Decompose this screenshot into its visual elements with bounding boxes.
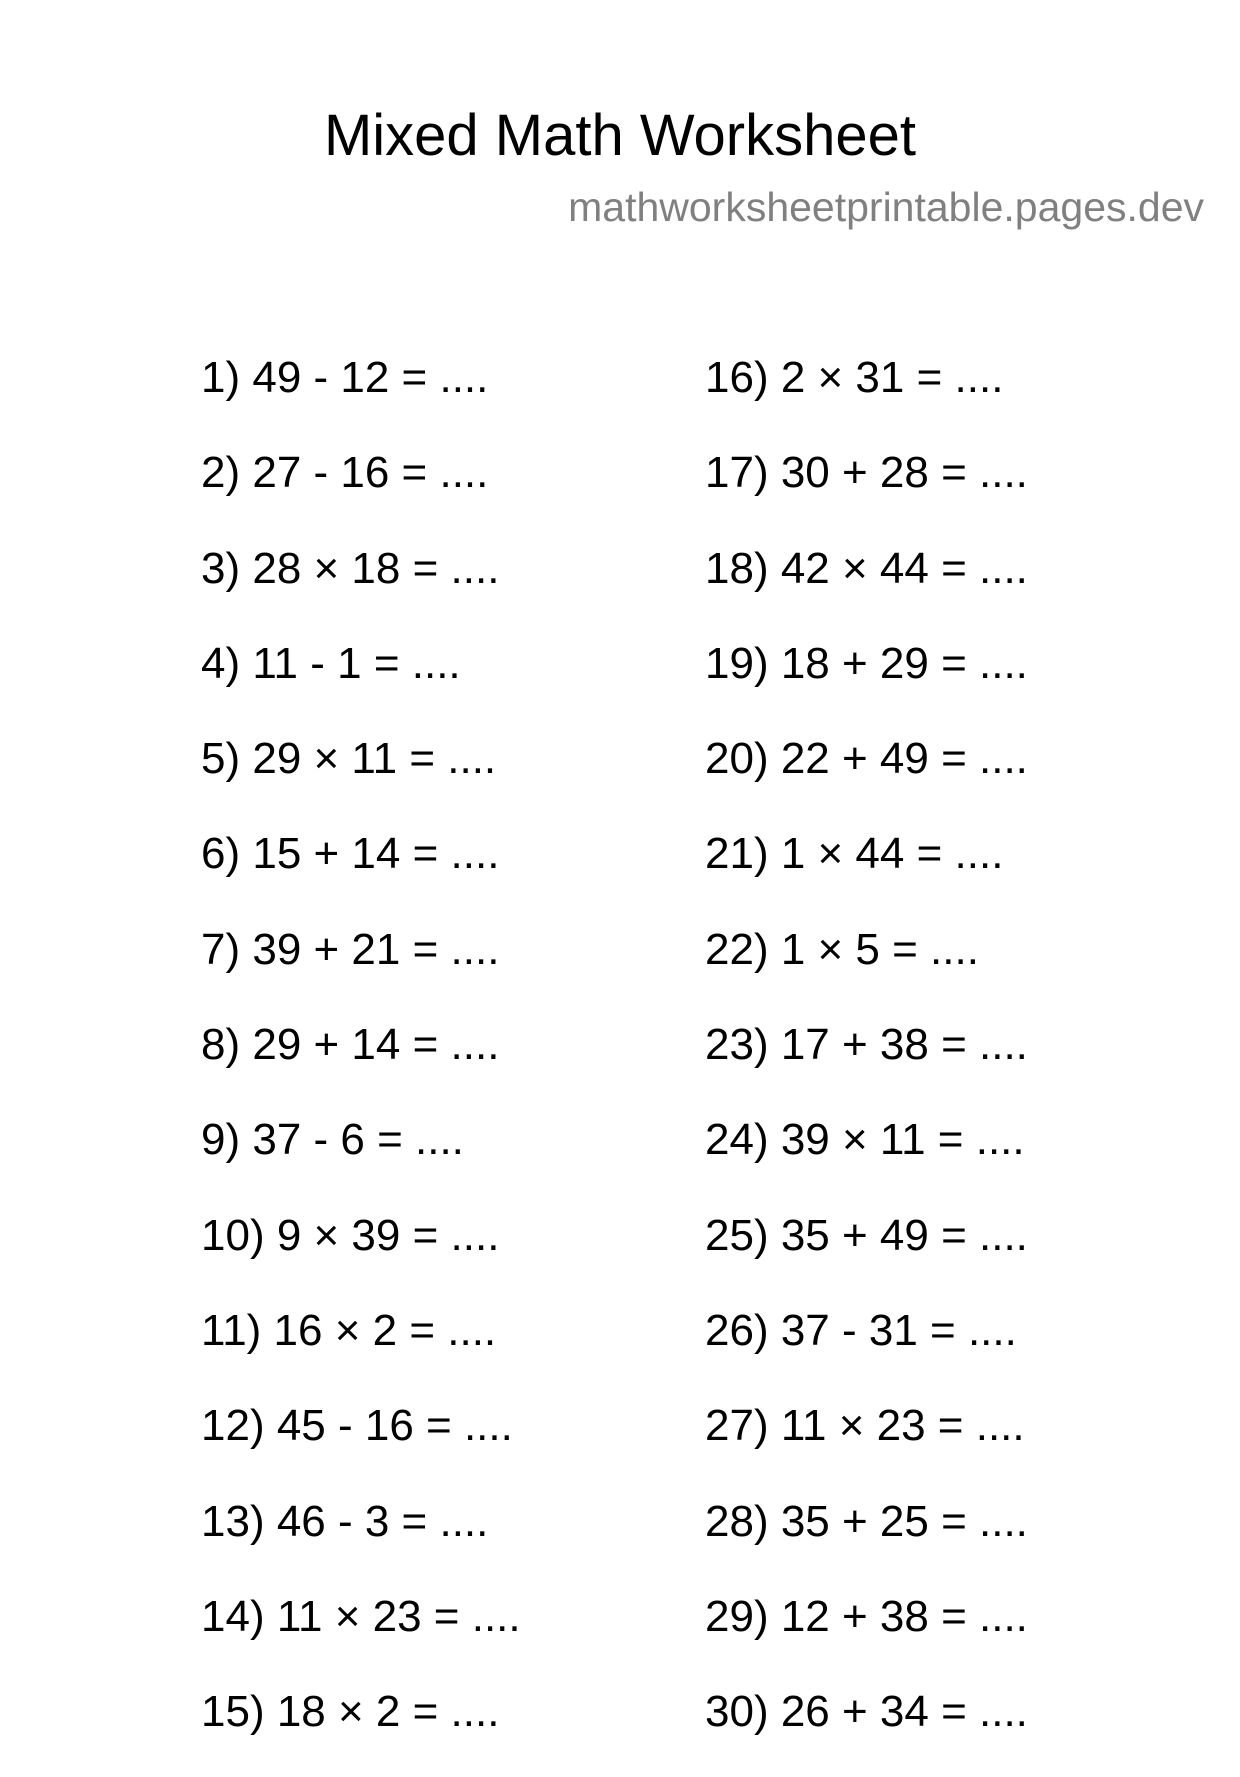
problem-5: 5) 29 × 11 = .... <box>201 734 497 784</box>
problem-23: 23) 17 + 38 = .... <box>705 1020 1028 1070</box>
problem-9: 9) 37 - 6 = .... <box>201 1115 464 1165</box>
problem-26: 26) 37 - 31 = .... <box>705 1305 1017 1355</box>
problem-list <box>0 348 1240 1748</box>
problem-13: 13) 46 - 3 = .... <box>201 1496 489 1546</box>
problem-22: 22) 1 × 5 = .... <box>705 924 979 974</box>
problem-6: 6) 15 + 14 = .... <box>201 829 500 879</box>
problem-2: 2) 27 - 16 = .... <box>201 448 489 498</box>
problem-30: 30) 26 + 34 = .... <box>705 1687 1028 1737</box>
problem-29: 29) 12 + 38 = .... <box>705 1591 1028 1641</box>
problem-14: 14) 11 × 23 = .... <box>201 1591 521 1641</box>
problem-12: 12) 45 - 16 = .... <box>201 1401 513 1451</box>
problem-column-left <box>201 348 521 1777</box>
problem-25: 25) 35 + 49 = .... <box>705 1210 1028 1260</box>
problem-column-right <box>705 348 1028 1777</box>
problem-11: 11) 16 × 2 = .... <box>201 1305 497 1355</box>
problem-20: 20) 22 + 49 = .... <box>705 734 1028 784</box>
problem-1: 1) 49 - 12 = .... <box>201 353 489 402</box>
problem-7: 7) 39 + 21 = .... <box>201 924 500 974</box>
problem-8: 8) 29 + 14 = .... <box>201 1020 500 1070</box>
problem-3: 3) 28 × 18 = .... <box>201 543 500 593</box>
problem-24: 24) 39 × 11 = .... <box>705 1115 1025 1165</box>
problem-17: 17) 30 + 28 = .... <box>705 448 1028 498</box>
site-url: mathworksheetprintable.pages.dev <box>568 184 1204 230</box>
problem-21: 21) 1 × 44 = .... <box>705 829 1004 879</box>
problem-28: 28) 35 + 25 = .... <box>705 1496 1028 1546</box>
problem-18: 18) 42 × 44 = .... <box>705 543 1028 593</box>
problem-10: 10) 9 × 39 = .... <box>201 1210 500 1260</box>
problem-4: 4) 11 - 1 = .... <box>201 638 461 688</box>
page-title: Mixed Math Worksheet <box>323 103 917 168</box>
problem-19: 19) 18 + 29 = .... <box>705 638 1028 688</box>
problem-27: 27) 11 × 23 = .... <box>705 1401 1025 1451</box>
problem-15: 15) 18 × 2 = .... <box>201 1687 500 1737</box>
problem-16: 16) 2 × 31 = .... <box>705 353 1004 402</box>
